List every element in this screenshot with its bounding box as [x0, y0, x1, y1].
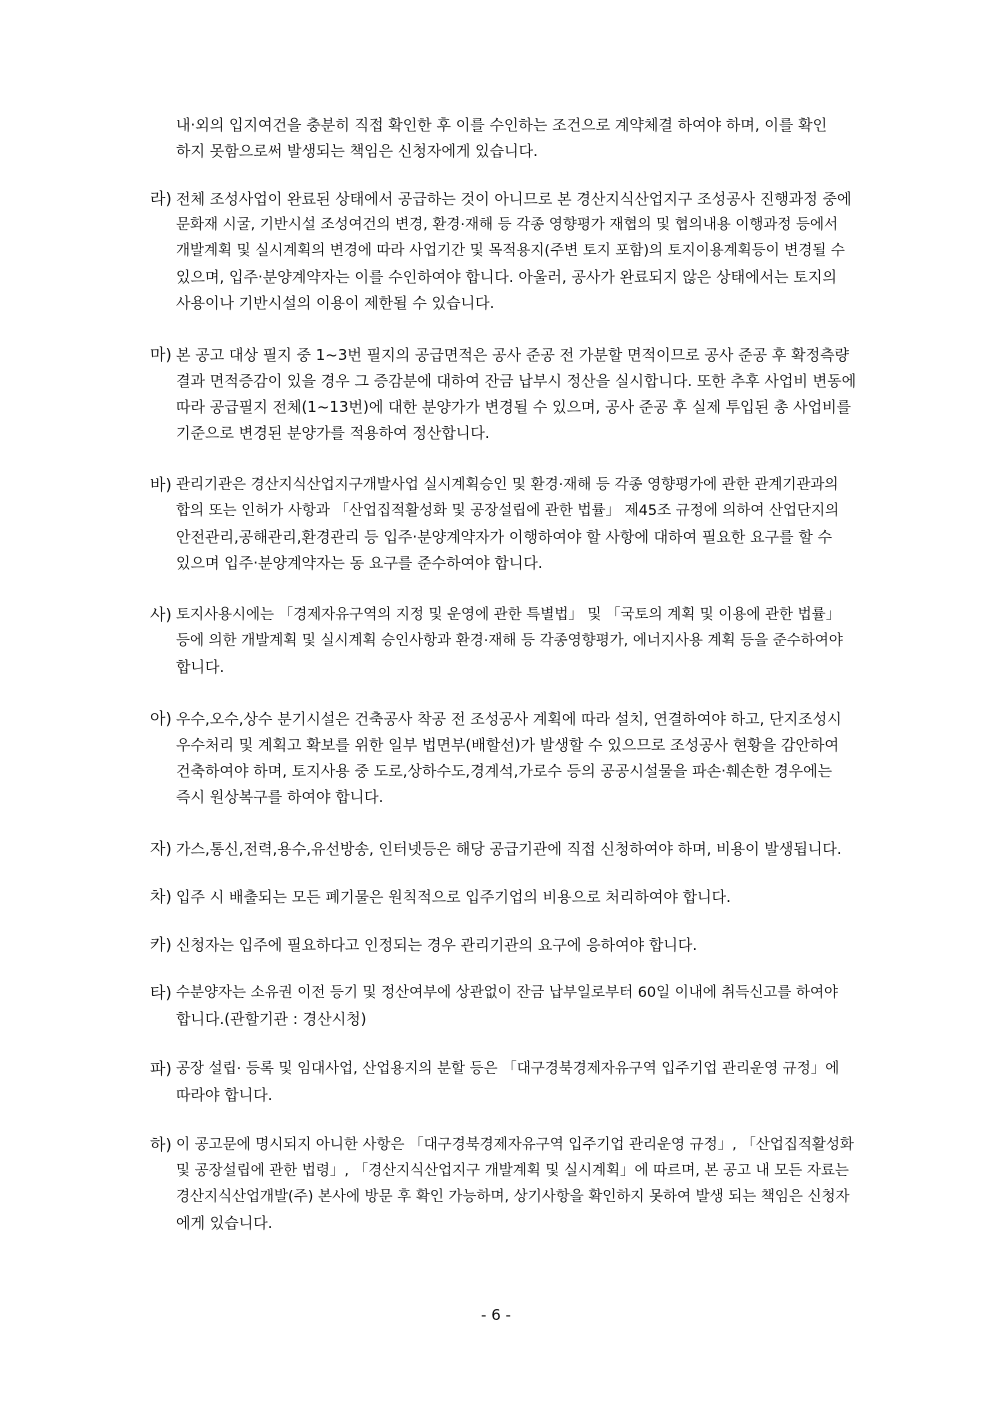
- text-line: 가스,통신,전력,용수,유선방송, 인터넷등은 해당 공급기관에 직접 신청하여야 하며, 비용이 발생됩니다.: [176, 840, 842, 858]
- text-line: 합니다.: [176, 658, 225, 676]
- notice-item-sa: [150, 602, 856, 680]
- item-marker: 바): [150, 475, 172, 494]
- item-marker: 자): [150, 839, 172, 858]
- notice-item-ra: [150, 186, 856, 316]
- notice-item-ha: [150, 1132, 856, 1236]
- item-marker: 사): [150, 605, 172, 624]
- text-line: 사용이나 기반시설의 이용이 제한될 수 있습니다.: [176, 294, 495, 312]
- text-line: 등에 의한 개발계획 및 실시계획 승인사항과 환경·재해 등 각종영향평가, 에너지사용 계획 등을 준수하여야: [176, 633, 843, 649]
- text-line: 경산지식산업개발(주) 본사에 방문 후 확인 가능하며, 상기사항을 확인하지 못하여 발생 되는 책임은 신청자: [176, 1189, 850, 1205]
- text-line: 및 공장설립에 관한 법령」, 「경산지식산업지구 개발계획 및 실시계획」에 따르며, 본 공고 내 모든 자료는: [176, 1163, 849, 1179]
- text-line: 기준으로 변경된 분양가를 적용하여 정산합니다.: [176, 424, 490, 442]
- text-line: 건축하여야 하며, 토지사용 중 도로,상하수도,경계석,가로수 등의 공공시설물을 파손·훼손한 경우에는: [176, 762, 833, 780]
- text-line: 내·외의 입지여건을 충분히 직접 확인한 후 이를 수인하는 조건으로 계약체결 하여야 하며, 이를 확인: [176, 116, 828, 134]
- item-marker: 파): [150, 1059, 172, 1078]
- item-marker: 타): [150, 983, 172, 1002]
- text-line: 수분양자는 소유권 이전 등기 및 정산여부에 상관없이 잔금 납부일로부터 60일 이내에 취득신고를 하여야: [176, 985, 839, 1001]
- text-line: 이 공고문에 명시되지 아니한 사항은 「대구경북경제자유구역 입주기업 관리운영 규정」, 「산업집적활성화: [176, 1137, 854, 1153]
- text-line: 관리기관은 경산지식산업지구개발사업 실시계획승인 및 환경·재해 등 각종 영향평가에 관한 관계기관과의: [176, 477, 839, 493]
- text-line: 합의 또는 인허가 사항과 「산업집적활성화 및 공장설립에 관한 법률」 제45조 규정에 의하여 산업단지의: [176, 503, 840, 519]
- page-number: - 6 -: [481, 1306, 511, 1324]
- text-line: 신청자는 입주에 필요하다고 인정되는 경우 관리기관의 요구에 응하여야 합니다.: [176, 936, 698, 954]
- item-marker: 차): [150, 887, 172, 906]
- notice-item-ka: [150, 932, 856, 958]
- notice-item-cha: [150, 884, 856, 910]
- item-marker: 카): [150, 935, 172, 954]
- text-line: 있으며 입주·분양계약자는 동 요구를 준수하여야 합니다.: [176, 554, 543, 572]
- text-line: 합니다.(관할기관 : 경산시청): [176, 1010, 367, 1028]
- text-line: 공장 설립· 등록 및 임대사업, 산업용지의 분할 등은 「대구경북경제자유구역 입주기업 관리운영 규정」에: [176, 1061, 840, 1077]
- text-line: 문화재 시굴, 기반시설 조성여건의 변경, 환경·재해 등 각종 영향평가 재협의 및 협의내용 이행과정 등에서: [176, 217, 839, 233]
- text-line: 에게 있습니다.: [176, 1214, 273, 1232]
- text-line: 안전관리,공해관리,환경관리 등 입주·분양계약자가 이행하여야 할 사항에 대하여 필요한 요구를 할 수: [176, 528, 833, 546]
- text-line: 우수,오수,상수 분기시설은 건축공사 착공 전 조성공사 계획에 따라 설치, 연결하여야 하고, 단지조성시: [176, 710, 842, 728]
- text-line: 전체 조성사업이 완료된 상태에서 공급하는 것이 아니므로 본 경산지식산업지구 조성공사 진행과정 중에: [176, 190, 852, 208]
- notice-item-a: [150, 706, 856, 810]
- notice-item-ta: [150, 980, 856, 1032]
- item-marker: 아): [150, 709, 172, 728]
- notice-body: [150, 112, 856, 1236]
- notice-item-ba: [150, 472, 856, 576]
- text-line: 따라야 합니다.: [176, 1086, 273, 1104]
- item-marker: 마): [150, 345, 172, 364]
- text-line: 즉시 원상복구를 하여야 합니다.: [176, 788, 384, 806]
- notice-item-ja: [150, 836, 856, 862]
- text-line: 토지사용시에는 「경제자유구역의 지정 및 운영에 관한 특별법」 및 「국토의 계획 및 이용에 관한 법률」: [176, 607, 841, 623]
- text-line: 본 공고 대상 필지 중 1~3번 필지의 공급면적은 공사 준공 전 가분할 면적이므로 공사 준공 후 확정측량: [176, 346, 850, 364]
- text-line: 우수처리 및 계획고 확보를 위한 일부 법면부(배할선)가 발생할 수 있으므로 조성공사 현황을 감안하여: [176, 736, 840, 754]
- intro-paragraph: [150, 112, 856, 164]
- text-line: 하지 못함으로써 발생되는 책임은 신청자에게 있습니다.: [176, 142, 538, 160]
- text-line: 있으며, 입주·분양계약자는 이를 수인하여야 합니다. 아울러, 공사가 완료되지 않은 상태에서는 토지의: [176, 268, 837, 286]
- item-marker: 하): [150, 1135, 172, 1154]
- text-line: 결과 면적증감이 있을 경우 그 증감분에 대하여 잔금 납부시 정산을 실시합니다. 또한 추후 사업비 변동에: [176, 372, 857, 390]
- text-line: 따라 공급필지 전체(1~13번)에 대한 분양가가 변경될 수 있으며, 공사 준공 후 실제 투입된 총 사업비를: [176, 398, 852, 416]
- item-marker: 라): [150, 189, 172, 208]
- notice-item-ma: [150, 342, 856, 446]
- notice-item-pa: [150, 1056, 856, 1108]
- text-line: 입주 시 배출되는 모든 폐기물은 원칙적으로 입주기업의 비용으로 처리하여야 합니다.: [176, 888, 731, 906]
- text-line: 개발계획 및 실시계획의 변경에 따라 사업기간 및 목적용지(주변 토지 포함)의 토지이용계획등이 변경될 수: [176, 243, 845, 259]
